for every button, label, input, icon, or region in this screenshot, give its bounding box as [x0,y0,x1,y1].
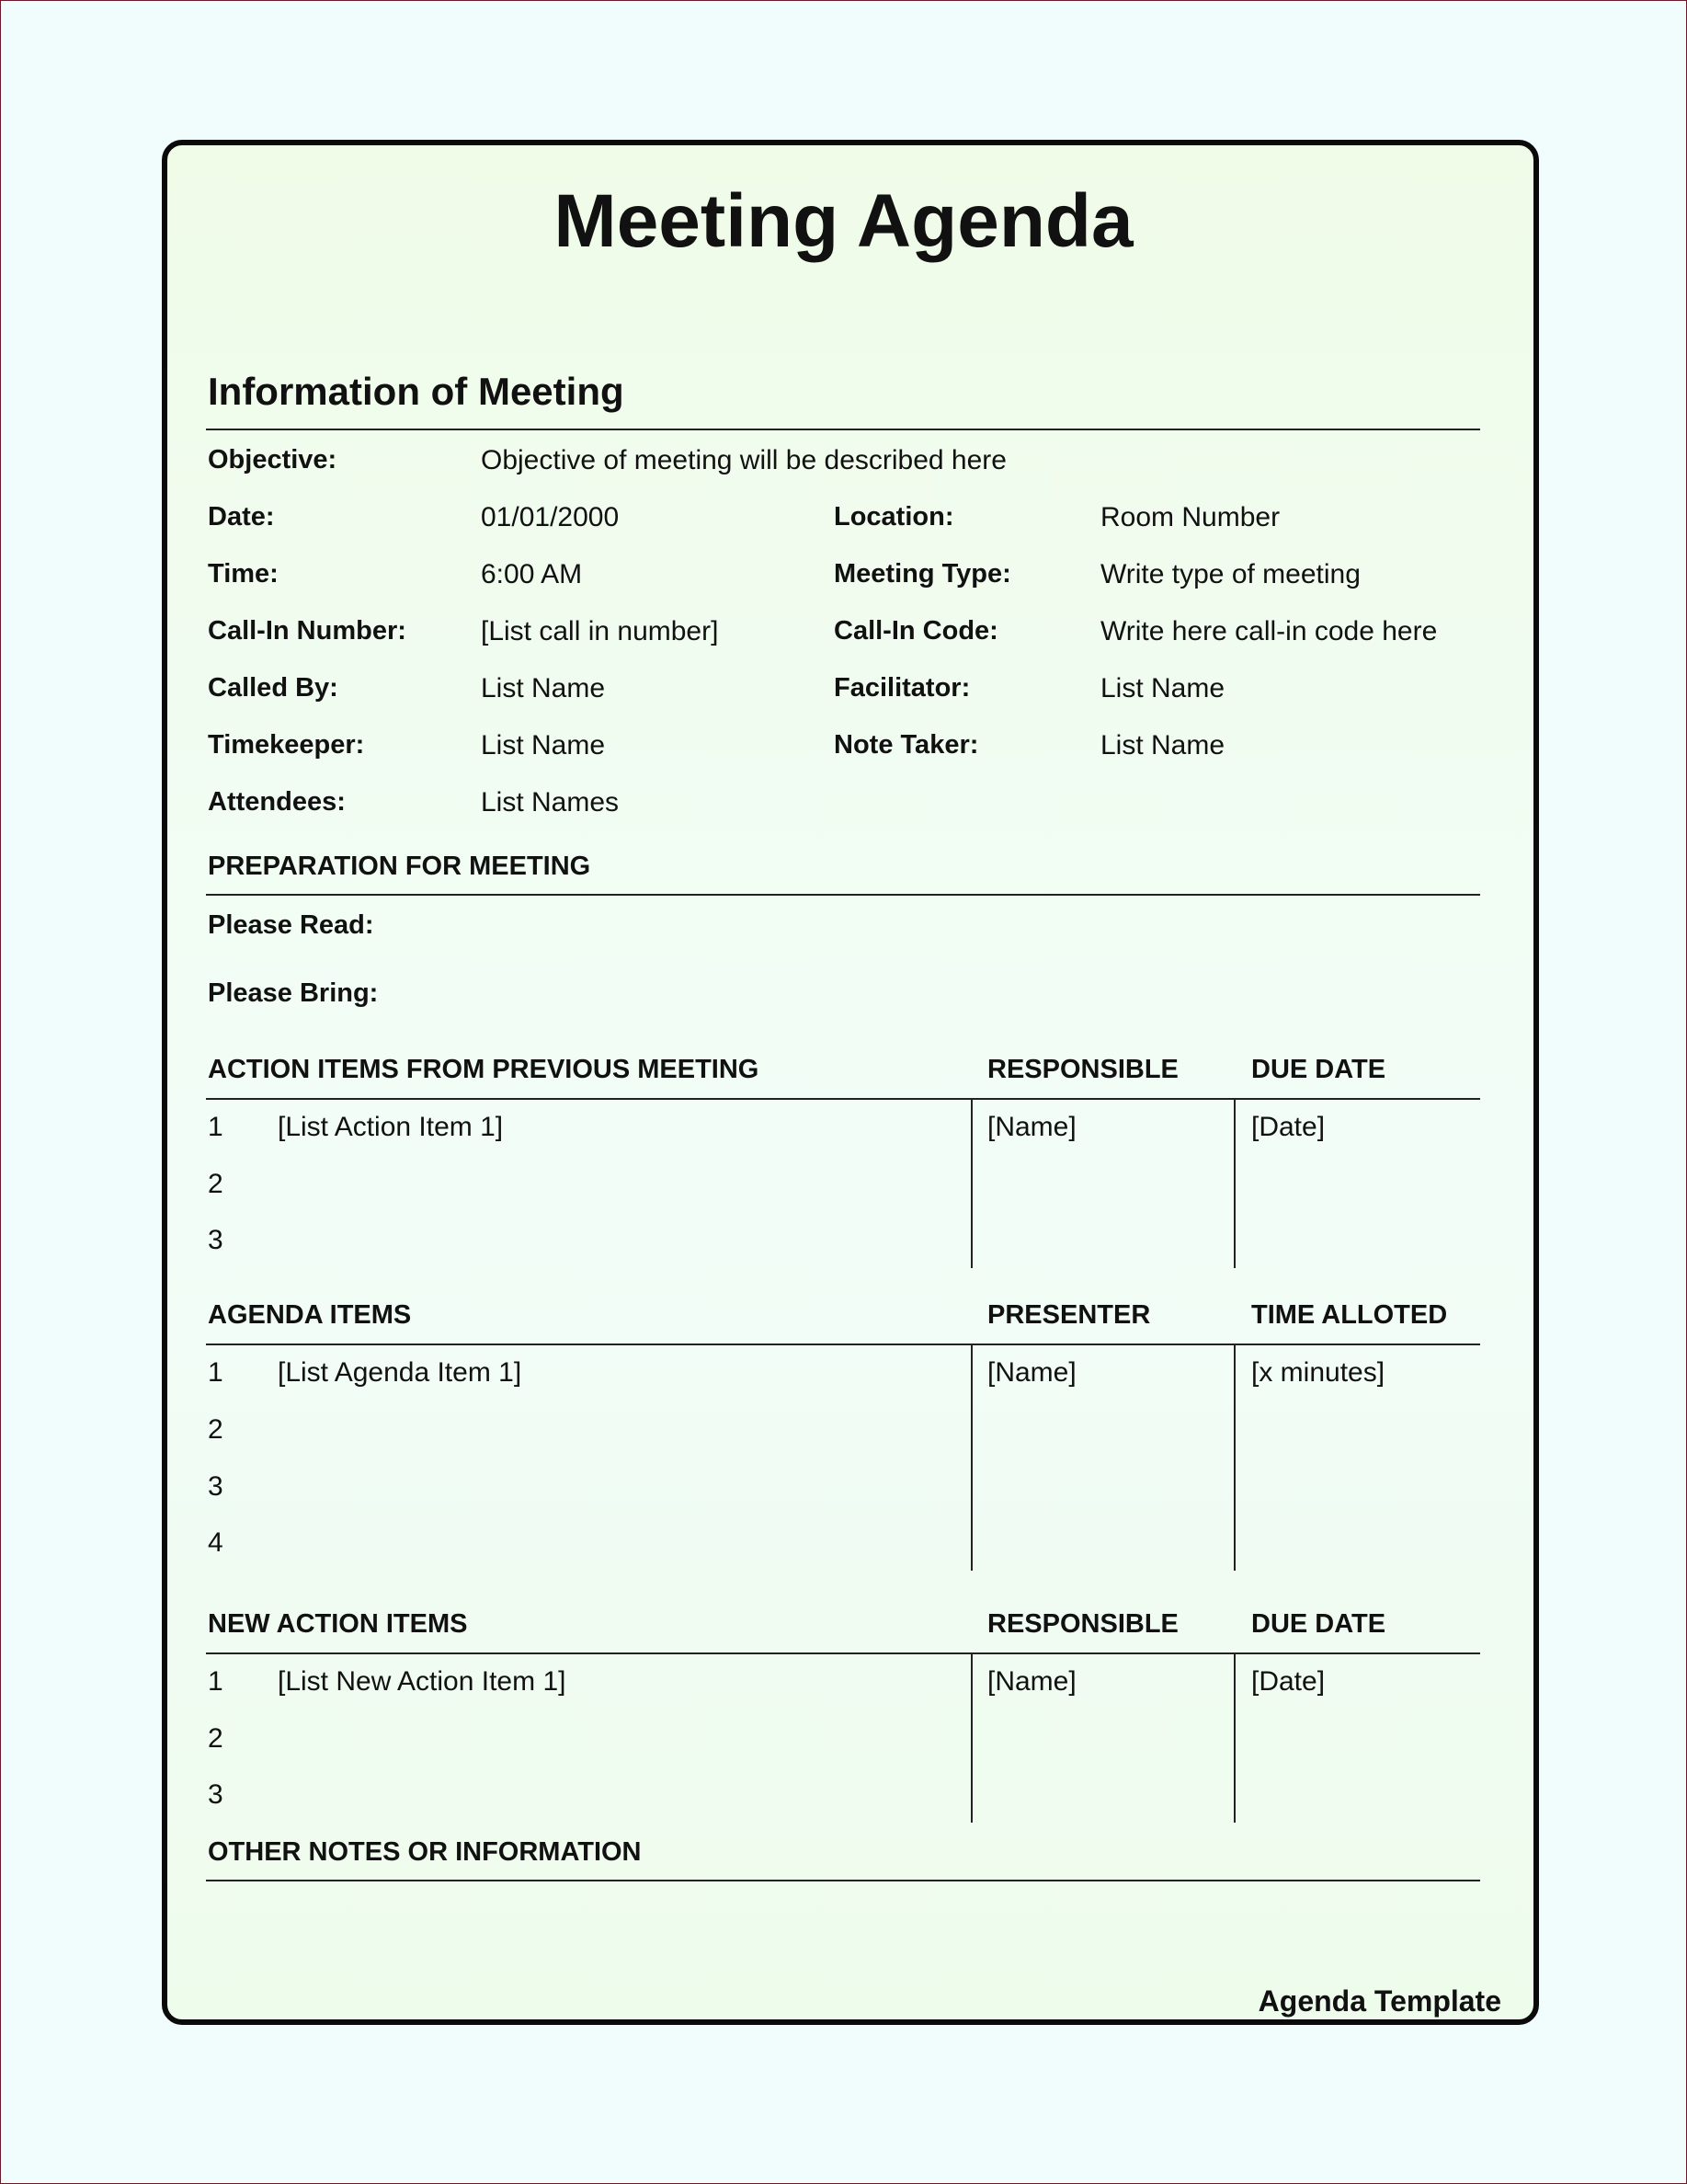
previous-actions-col-divider-1 [971,1099,973,1268]
page-title: Meeting Agenda [553,179,1134,263]
call-in-number-value[interactable]: [List call in number] [481,616,719,646]
previous-actions-row-item[interactable]: [List Action Item 1] [278,1112,504,1142]
previous-actions-row-number: 2 [208,1169,223,1199]
previous-actions-heading: ACTION ITEMS FROM PREVIOUS MEETING [208,1055,759,1084]
new-actions-row-number: 3 [208,1779,223,1810]
call-in-code-label: Call-In Code: [834,616,998,646]
facilitator-label: Facilitator: [834,673,971,703]
agenda-row-time[interactable]: [x minutes] [1251,1357,1385,1388]
previous-actions-row-due[interactable]: [Date] [1251,1112,1326,1142]
new-actions-col-divider-1 [971,1653,973,1823]
facilitator-value[interactable]: List Name [1100,673,1225,703]
date-label: Date: [208,502,275,532]
new-actions-row-number: 2 [208,1723,223,1754]
meeting-type-label: Meeting Type: [834,559,1011,589]
timekeeper-value[interactable]: List Name [481,730,606,760]
new-actions-row-due[interactable]: [Date] [1251,1666,1326,1697]
previous-actions-col-due: DUE DATE [1251,1055,1386,1084]
agenda-items-col-presenter: PRESENTER [987,1300,1151,1330]
agenda-row-presenter[interactable]: [Name] [987,1357,1077,1388]
new-actions-col-due: DUE DATE [1251,1609,1386,1639]
attendees-value[interactable]: List Names [481,787,620,818]
note-taker-label: Note Taker: [834,730,979,760]
other-notes-divider [206,1880,1480,1881]
previous-actions-row-number: 3 [208,1225,223,1255]
new-actions-row-responsible[interactable]: [Name] [987,1666,1077,1697]
agenda-row-number: 3 [208,1471,223,1502]
preparation-heading: PREPARATION FOR MEETING [208,852,591,881]
call-in-number-label: Call-In Number: [208,616,406,646]
footer-label: Agenda Template [1258,1984,1501,2018]
previous-actions-row-number: 1 [208,1112,223,1142]
please-read-label: Please Read: [208,910,374,940]
agenda-row-number: 4 [208,1527,223,1558]
called-by-label: Called By: [208,673,338,703]
called-by-value[interactable]: List Name [481,673,606,703]
agenda-items-divider [206,1344,1480,1345]
agenda-items-heading: AGENDA ITEMS [208,1300,412,1330]
preparation-divider [206,894,1480,896]
previous-actions-col-responsible: RESPONSIBLE [987,1055,1179,1084]
location-value[interactable]: Room Number [1100,502,1281,532]
new-actions-col-responsible: RESPONSIBLE [987,1609,1179,1639]
info-heading: Information of Meeting [208,370,624,413]
objective-value[interactable]: Objective of meeting will be described here [481,445,1007,475]
new-actions-row-number: 1 [208,1666,223,1697]
date-value[interactable]: 01/01/2000 [481,502,620,532]
new-actions-col-divider-2 [1234,1653,1236,1823]
call-in-code-value[interactable]: Write here call-in code here [1100,616,1438,646]
info-divider [206,429,1480,430]
location-label: Location: [834,502,954,532]
time-value[interactable]: 6:00 AM [481,559,583,589]
new-actions-heading: NEW ACTION ITEMS [208,1609,468,1639]
agenda-items-col-time: TIME ALLOTED [1251,1300,1448,1330]
new-actions-row-item[interactable]: [List New Action Item 1] [278,1666,566,1697]
new-actions-divider [206,1652,1480,1654]
timekeeper-label: Timekeeper: [208,730,365,760]
note-taker-value[interactable]: List Name [1100,730,1225,760]
previous-actions-divider [206,1098,1480,1100]
other-notes-heading: OTHER NOTES OR INFORMATION [208,1837,642,1867]
previous-actions-col-divider-2 [1234,1099,1236,1268]
time-label: Time: [208,559,279,589]
agenda-row-number: 2 [208,1414,223,1445]
please-bring-label: Please Bring: [208,978,379,1008]
attendees-label: Attendees: [208,787,346,817]
meeting-type-value[interactable]: Write type of meeting [1100,559,1361,589]
previous-actions-row-responsible[interactable]: [Name] [987,1112,1077,1142]
objective-label: Objective: [208,445,337,475]
agenda-items-col-divider-2 [1234,1344,1236,1571]
agenda-row-item[interactable]: [List Agenda Item 1] [278,1357,522,1388]
agenda-row-number: 1 [208,1357,223,1388]
agenda-items-col-divider-1 [971,1344,973,1571]
